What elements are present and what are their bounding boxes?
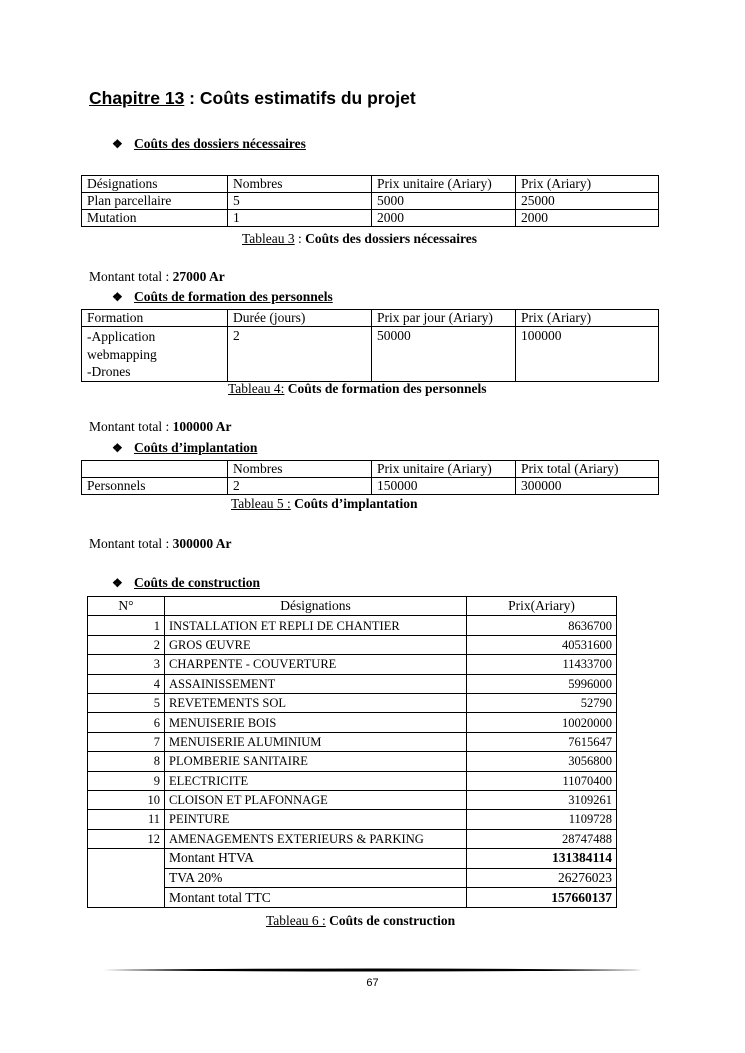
table-row [88,810,617,829]
table-cell: Plan parcellaire [82,193,228,210]
row-number: 8 [88,752,165,771]
row-number: 5 [88,693,165,712]
table-cell: -Application webmapping -Drones [82,327,228,382]
table-cell: 300000 [516,478,659,495]
table-caption-4: Tableau 4: Coûts de formation des personnels [228,381,487,396]
header-cell: Prix unitaire (Ariary) [372,461,516,478]
table-cell: Mutation [82,210,228,227]
table-row [82,327,659,382]
table-row [88,771,617,790]
row-price: 52790 [467,693,617,712]
header-cell: Désignations [82,176,228,193]
table-dossiers [81,175,659,227]
table-row [88,732,617,751]
header-cell: Durée (jours) [228,310,372,327]
row-designation: GROS ŒUVRE [165,635,467,654]
diamond-bullet-icon: ❖ [112,137,123,151]
table-cell: 1 [228,210,372,227]
summary-row [88,849,617,869]
row-number: 4 [88,674,165,693]
row-designation: ASSAINISSEMENT [165,674,467,693]
row-price: 8636700 [467,616,617,635]
table-header-row [88,597,617,616]
section-heading-formation: ❖ Coûts de formation des personnels [112,289,333,304]
table-cell: Personnels [82,478,228,495]
chapter-title-text: : Coûts estimatifs du projet [184,88,416,108]
row-price: 40531600 [467,635,617,654]
section-heading-dossiers: ❖ Coûts des dossiers nécessaires [112,136,306,151]
header-cell: Prix(Ariary) [467,597,617,616]
row-designation: REVETEMENTS SOL [165,693,467,712]
header-cell: Prix total (Ariary) [516,461,659,478]
summary-row [88,888,617,908]
row-designation: AMENAGEMENTS EXTERIEURS & PARKING [165,829,467,848]
summary-label: Montant total TTC [165,888,467,908]
table-header-row [82,461,659,478]
table-caption-3: Tableau 3 : Coûts des dossiers nécessaires [242,231,478,246]
table-row [88,752,617,771]
summary-value: 131384114 [467,849,617,869]
header-cell: Prix (Ariary) [516,176,659,193]
row-designation: CHARPENTE - COUVERTURE [165,655,467,674]
table-row [88,790,617,809]
total-formation: Montant total : 100000 Ar [89,419,232,434]
summary-blank-cell [88,849,165,908]
table-implantation [81,460,659,495]
row-number: 6 [88,713,165,732]
table-cell: 2 [228,478,372,495]
summary-value: 26276023 [467,868,617,888]
section-heading-construction: ❖ Coûts de construction [112,575,261,590]
header-cell: Nombres [228,176,372,193]
table-row [88,674,617,693]
construction-body [88,597,617,908]
row-price: 1109728 [467,810,617,829]
table-cell: 2 [228,327,372,382]
row-price: 28747488 [467,829,617,848]
row-number: 2 [88,635,165,654]
table-caption-5: Tableau 5 : Coûts d’implantation [231,496,418,511]
row-number: 3 [88,655,165,674]
row-price: 5996000 [467,674,617,693]
diamond-bullet-icon: ❖ [112,290,123,304]
table-row [82,478,659,495]
row-number: 1 [88,616,165,635]
row-price: 7615647 [467,732,617,751]
row-designation: ELECTRICITE [165,771,467,790]
total-dossiers: Montant total : 27000 Ar [89,269,225,284]
table-row [88,829,617,848]
chapter-label: Chapitre 13 [89,88,185,108]
table-row [88,693,617,712]
header-cell: Formation [82,310,228,327]
summary-label: Montant HTVA [165,849,467,869]
table-row [82,193,659,210]
section-heading-implantation: ❖ Coûts d’implantation [112,440,258,455]
row-designation: PEINTURE [165,810,467,829]
table-row [88,713,617,732]
header-cell: Prix (Ariary) [516,310,659,327]
row-price: 3056800 [467,752,617,771]
row-number: 7 [88,732,165,751]
table-row [82,210,659,227]
chapter-title [89,88,416,109]
row-number: 11 [88,810,165,829]
table-caption-6: Tableau 6 : Coûts de construction [266,913,456,928]
row-number: 9 [88,771,165,790]
header-cell: Prix par jour (Ariary) [372,310,516,327]
summary-label: TVA 20% [165,868,467,888]
table-cell: 100000 [516,327,659,382]
row-price: 3109261 [467,790,617,809]
table-construction [87,596,617,908]
header-cell [82,461,228,478]
table-formation [81,309,659,382]
table-cell: 5000 [372,193,516,210]
header-cell: N° [88,597,165,616]
row-designation: INSTALLATION ET REPLI DE CHANTIER [165,616,467,635]
table-header-row [82,310,659,327]
table-cell: 2000 [372,210,516,227]
row-price: 10020000 [467,713,617,732]
table-cell: 50000 [372,327,516,382]
row-number: 10 [88,790,165,809]
table-row [88,655,617,674]
header-cell: Désignations [165,597,467,616]
header-cell: Nombres [228,461,372,478]
table-row [88,635,617,654]
total-implantation: Montant total : 300000 Ar [89,536,232,551]
row-designation: MENUISERIE ALUMINIUM [165,732,467,751]
footer-divider [103,968,642,972]
row-designation: MENUISERIE BOIS [165,713,467,732]
table-header-row [82,176,659,193]
row-designation: PLOMBERIE SANITAIRE [165,752,467,771]
table-cell: 25000 [516,193,659,210]
page-number: 67 [366,977,379,989]
table-row [88,616,617,635]
header-cell: Prix unitaire (Ariary) [372,176,516,193]
table-cell: 2000 [516,210,659,227]
diamond-bullet-icon: ❖ [112,441,123,455]
summary-row [88,868,617,888]
row-price: 11433700 [467,655,617,674]
row-number: 12 [88,829,165,848]
summary-value: 157660137 [467,888,617,908]
row-designation: CLOISON ET PLAFONNAGE [165,790,467,809]
diamond-bullet-icon: ❖ [112,576,123,590]
table-cell: 5 [228,193,372,210]
row-price: 11070400 [467,771,617,790]
table-cell: 150000 [372,478,516,495]
